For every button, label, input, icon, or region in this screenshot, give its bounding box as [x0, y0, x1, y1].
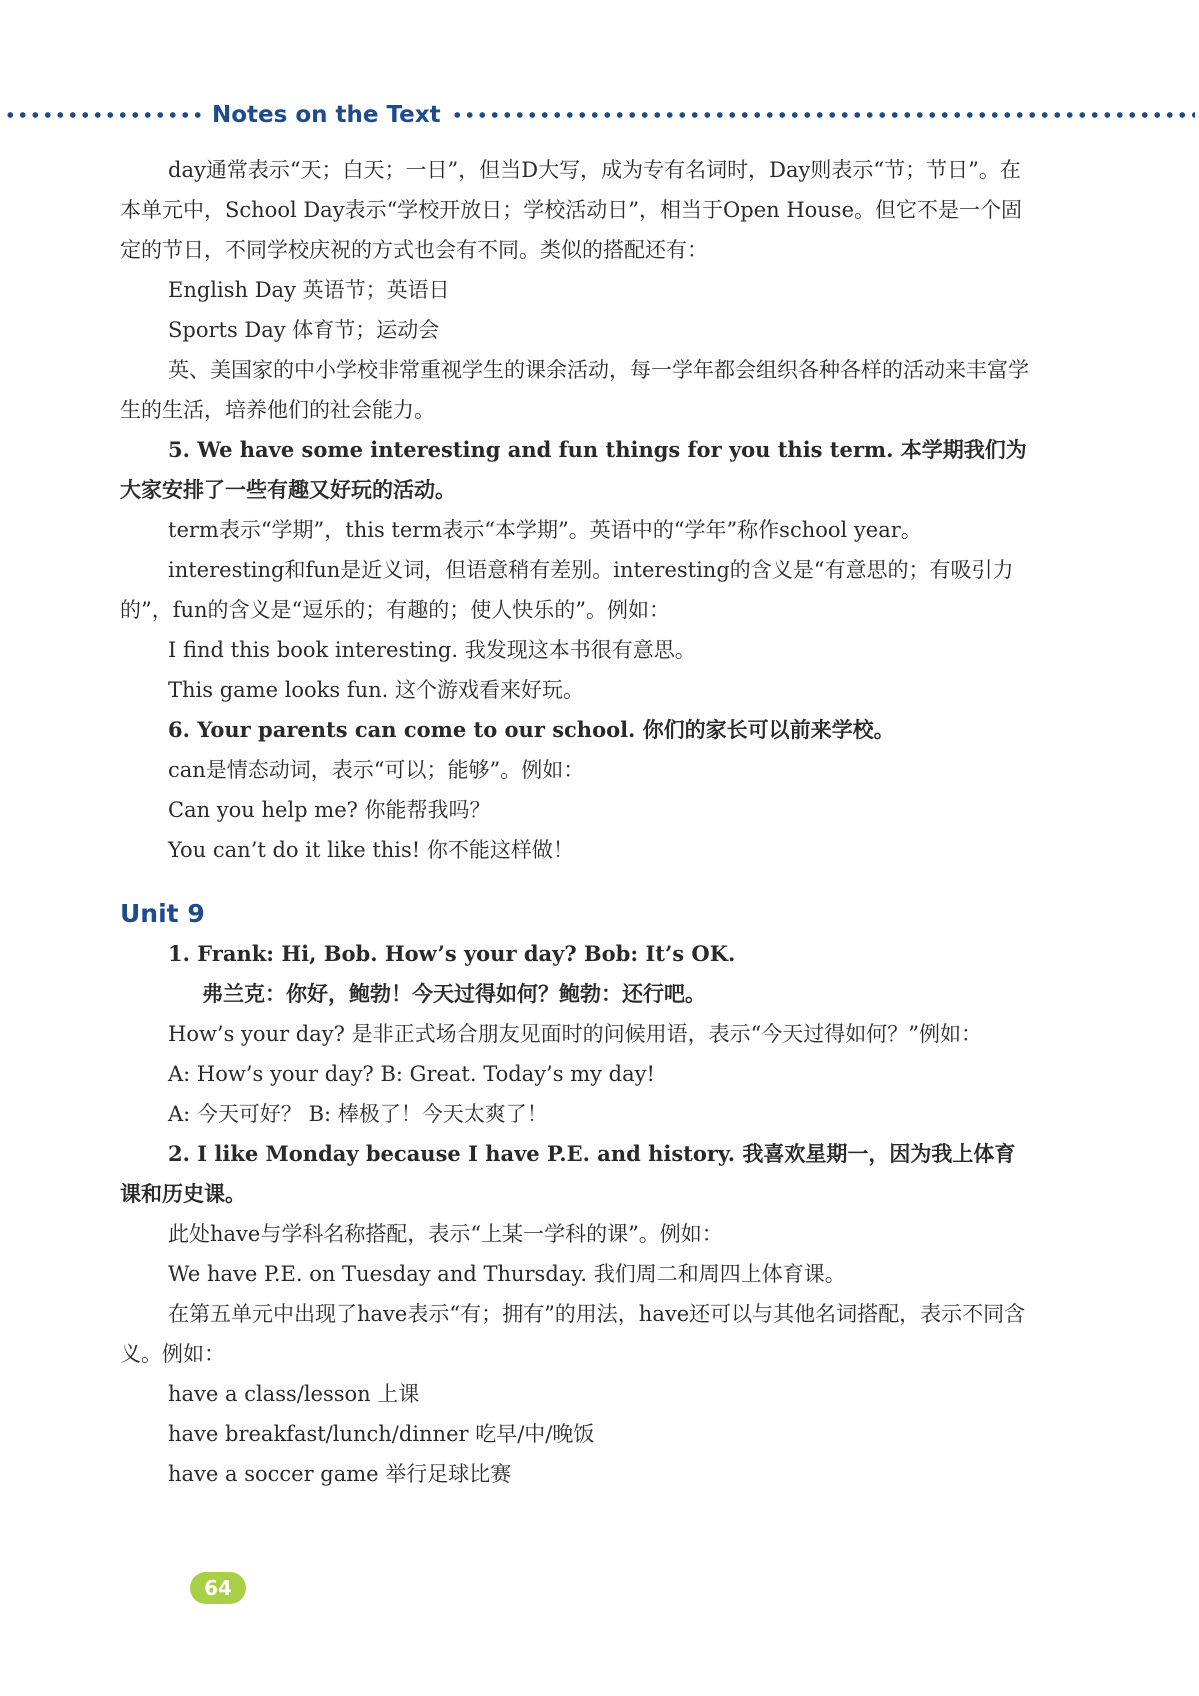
- page-number-badge: 64: [190, 1572, 246, 1604]
- section-header: [0, 98, 1199, 132]
- header-title: Notes on the Text: [212, 102, 441, 128]
- header-dotted-rule-left: [4, 112, 202, 118]
- unit9-note-1-chinese: 弗兰克：你好，鲍勃！今天过得如何？鲍勃：还行吧。: [202, 981, 706, 1006]
- paragraph-interesting-fun-note: interesting和fun是近义词，但语意稍有差别。interesting的含义是“有意思的；有吸引力的”，fun的含义是“逗乐的；有趣的；使人快乐的”。例如：: [120, 558, 1014, 622]
- paragraph-have-usage-note: 在第五单元中出现了have表示“有；拥有”的用法，have还可以与其他名词搭配，表示不同含义。例如：: [120, 1302, 1026, 1366]
- unit-9-heading: Unit 9: [120, 899, 205, 928]
- example-english-day: English Day 英语节；英语日: [168, 278, 450, 302]
- unit9-note-1-english: 1. Frank: Hi, Bob. How’s your day? Bob: It’s OK.: [168, 941, 736, 966]
- section-gap: [120, 870, 1030, 894]
- paragraph-day-note: day通常表示“天；白天；一日”，但当D大写，成为专有名词时，Day则表示“节；节日”。在本单元中，School Day表示“学校开放日；学校活动日”，相当于Open House。但它不是一个固定的节日，不同学校庆祝的方式也会有不同。类似的搭配还有：: [120, 158, 1023, 262]
- example-dialogue-english: A: How’s your day? B: Great. Today’s my day!: [168, 1062, 655, 1086]
- example-sports-day: Sports Day 体育节；运动会: [168, 318, 440, 342]
- page-content: [120, 150, 1030, 1494]
- example-cant-do: You can’t do it like this! 你不能这样做！: [168, 838, 574, 862]
- paragraph-activities-note: 英、美国家的中小学校非常重视学生的课余活动，每一学年都会组织各种各样的活动来丰富学生的生活，培养他们的社会能力。: [120, 358, 1029, 422]
- note-5-heading: 5. We have some interesting and fun things for you this term. 本学期我们为大家安排了一些有趣又好玩的活动。: [120, 437, 1027, 502]
- header-dotted-rule-right: [451, 112, 1195, 118]
- paragraph-hows-your-day-note: How’s your day? 是非正式场合朋友见面时的问候用语，表示“今天过得如何？”例如：: [168, 1022, 983, 1046]
- paragraph-term-note: term表示“学期”，this term表示“本学期”。英语中的“学年”称作school year。: [168, 518, 922, 542]
- example-have-soccer-game: have a soccer game 举行足球比赛: [168, 1462, 512, 1486]
- example-can-help: Can you help me? 你能帮我吗？: [168, 798, 491, 822]
- paragraph-have-subject-note: 此处have与学科名称搭配，表示“上某一学科的课”。例如：: [168, 1222, 723, 1246]
- example-have-meals: have breakfast/lunch/dinner 吃早/中/晚饭: [168, 1422, 595, 1446]
- example-have-class: have a class/lesson 上课: [168, 1382, 420, 1406]
- note-6-heading: 6. Your parents can come to our school. 你们的家长可以前来学校。: [168, 717, 895, 742]
- example-have-pe: We have P.E. on Tuesday and Thursday. 我们周二和周四上体育课。: [168, 1262, 846, 1286]
- example-book-interesting: I find this book interesting. 我发现这本书很有意思。: [168, 638, 696, 662]
- example-dialogue-chinese: A: 今天可好？ B: 棒极了！今天太爽了！: [168, 1102, 548, 1126]
- paragraph-can-note: can是情态动词，表示“可以；能够”。例如：: [168, 758, 585, 782]
- unit9-note-2-heading: 2. I like Monday because I have P.E. and history. 我喜欢星期一，因为我上体育课和历史课。: [120, 1141, 1016, 1206]
- example-game-fun: This game looks fun. 这个游戏看来好玩。: [168, 678, 585, 702]
